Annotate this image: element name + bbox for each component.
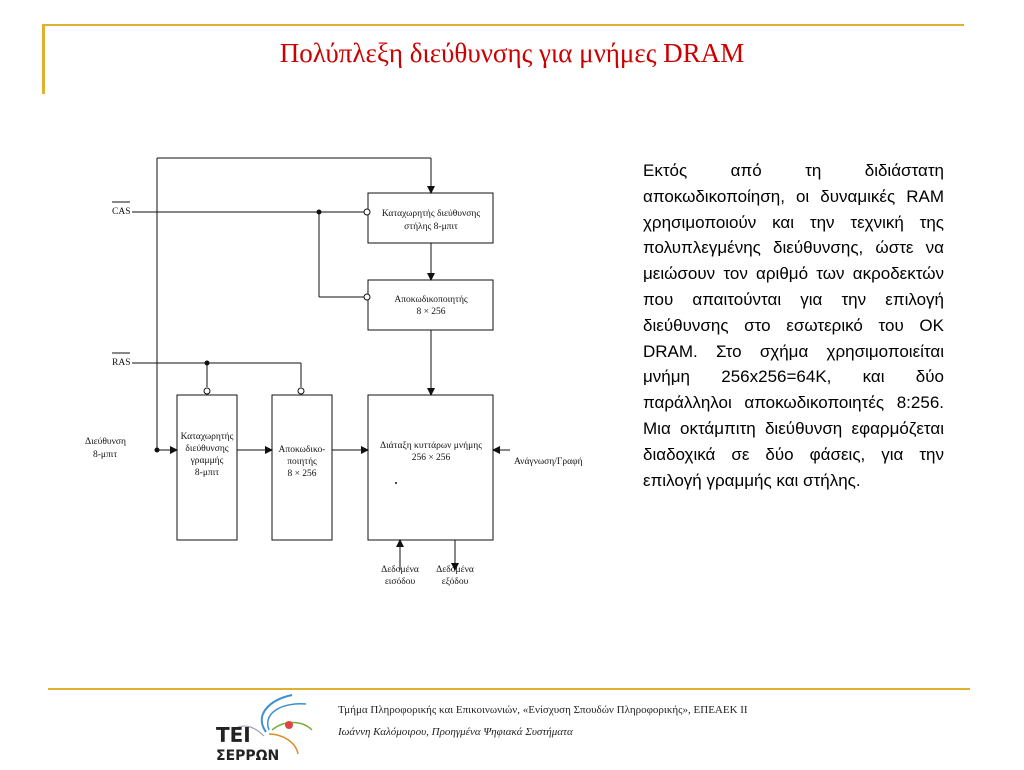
footer-accent-rule — [48, 688, 970, 690]
row-reg-label-line4: 8-μπιτ — [194, 468, 220, 478]
col-reg-bubble — [364, 209, 370, 215]
cas-label: CAS — [112, 207, 131, 217]
data-out-label-line1: Δεδομένα — [436, 565, 474, 575]
col-reg-label-line2: στήλης 8-μπιτ — [404, 222, 458, 232]
slide-body-text: Εκτός από τη διδιάστατη αποκωδικοποίηση, οι δυναμικές RAM χρησιμοποιούν και την τεχνική της πολυπλεγμένης διεύθυνσης, ώστε να μειώσουν τον αριθμό των ακροδεκτών που απαιτούνται για την επιλογή διεύθυνσης στο εσωτερικό του ΟΚ DRAM. Στο σχήμα χρησιμοποιείται μνήμη 256x256=64K, και δύο παράλληλοι αποκωδικοποιητές 8:256. Μια οκτάμπιτη διεύθυνση εφαρμόζεται διαδοχικά σε δύο φάσεις, για την επιλογή γραμμής και στήλης. — [643, 161, 944, 490]
col-dec-label-line2: 8 × 256 — [416, 307, 446, 317]
data-out-label-line2: εξόδου — [441, 577, 469, 587]
ras-label: RAS — [112, 358, 131, 368]
cas-junction-dot — [317, 210, 322, 215]
array-marker-dot — [395, 482, 397, 484]
row-reg-label-line1: Καταχωρητής — [180, 432, 234, 442]
col-dec-label-line1: Αποκωδικοποιητής — [394, 295, 468, 305]
read-write-label: Ανάγνωση/Γραφή — [514, 457, 583, 467]
array-label-line1: Διάταξη κυττάρων μνήμης — [380, 441, 482, 451]
col-reg-label-line1: Καταχωρητής διεύθυνσης — [381, 209, 481, 219]
dram-block-diagram — [80, 150, 600, 595]
row-reg-label-line3: γραμμής — [190, 456, 224, 466]
column-decoder-box — [368, 280, 493, 330]
row-dec-bubble — [298, 388, 304, 394]
row-dec-label-line2: ποιητής — [287, 457, 317, 467]
row-decoder-box — [272, 395, 332, 540]
address-label-line2: 8-μπιτ — [93, 450, 118, 460]
footer-department: Τμήμα Πληροφορικής και Επικοινωνιών, «Ενίσχυση Σπουδών Πληροφορικής», ΕΠΕΑΕΚ ΙΙ — [338, 704, 748, 716]
address-label-line1: Διεύθυνση — [85, 437, 126, 447]
row-reg-bubble — [204, 388, 210, 394]
address-junction-dot — [155, 448, 160, 453]
row-reg-label-line2: διεύθυνσης — [185, 444, 229, 454]
footer-author: Ιωάννη Καλόμοιρου, Προηγμένα Ψηφιακά Συστήματα — [338, 726, 573, 738]
row-dec-label-line3: 8 × 256 — [287, 469, 317, 479]
col-dec-bubble — [364, 294, 370, 300]
slide-title: Πολύπλεξη διεύθυνσης για μνήμες DRAM — [279, 38, 745, 68]
data-in-label-line2: εισόδου — [384, 577, 416, 587]
logo-text-tei: ΤΕΙ — [216, 723, 251, 747]
memory-array-box — [368, 395, 493, 540]
row-dec-label-line1: Αποκωδικο- — [278, 445, 326, 455]
tei-serron-logo — [214, 690, 324, 765]
data-in-label-line1: Δεδομένα — [381, 565, 419, 575]
ras-junction-dot — [205, 361, 210, 366]
logo-text-serron: ΣΕΡΡΩΝ — [216, 748, 280, 764]
array-label-line2: 256 × 256 — [411, 453, 451, 463]
top-accent-rule — [42, 24, 964, 26]
